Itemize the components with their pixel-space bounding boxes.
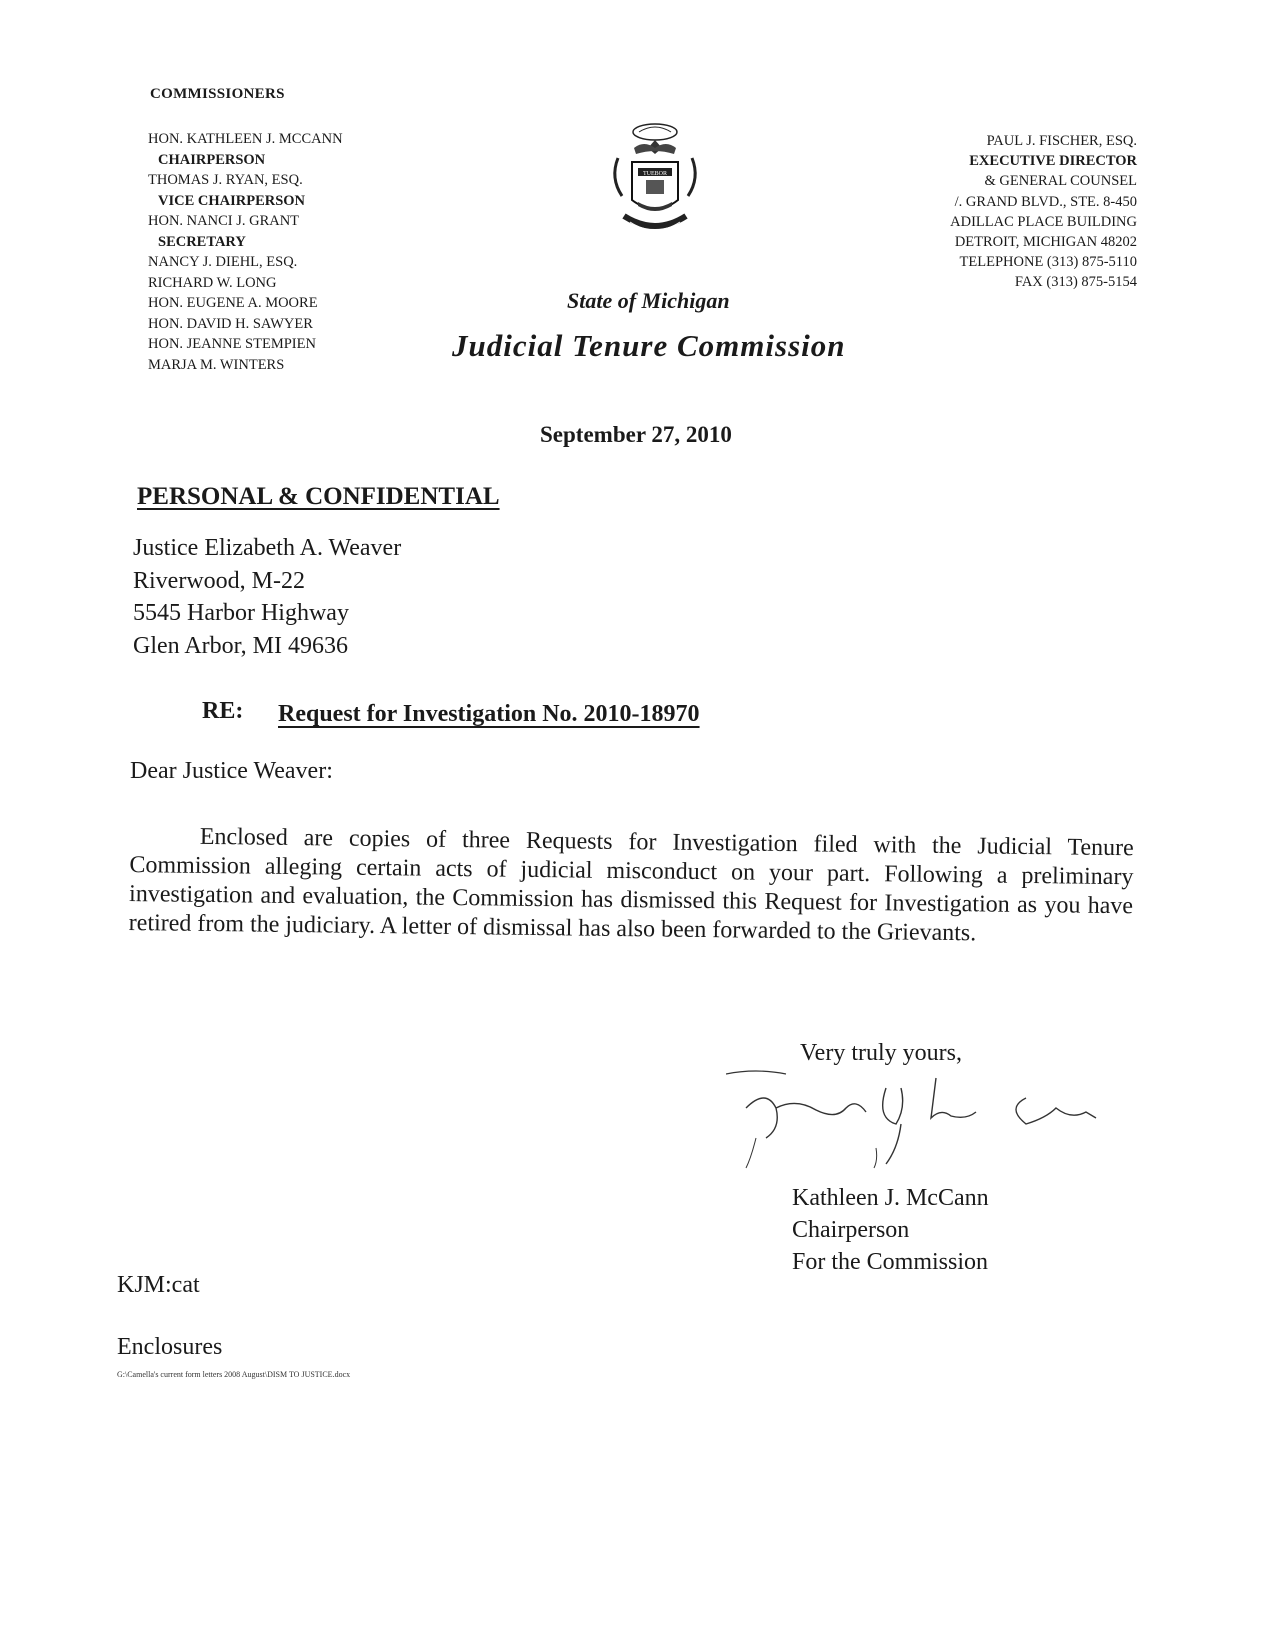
recipient-address [133, 532, 401, 662]
re-label: RE: [202, 698, 244, 724]
address-line: Glen Arbor, MI 49636 [133, 632, 349, 659]
name-line: NANCY J. DIEHL, ESQ. [148, 254, 298, 270]
name-line: TELEPHONE (313) 875-5110 [959, 254, 1137, 271]
commissioners-heading: COMMISSIONERS [150, 86, 285, 102]
name-line: FAX (313) 875-5154 [1014, 274, 1137, 291]
name-line: MARJA M. WINTERS [148, 356, 285, 373]
address-line: 5545 Harbor Highway [133, 600, 349, 626]
name-line: HON. KATHLEEN J. MCCANN [148, 131, 343, 147]
signer-name: Kathleen J. McCann [792, 1185, 989, 1211]
name-line: HON. DAVID H. SAWYER [148, 315, 313, 332]
signer-organization: For the Commission [792, 1249, 989, 1275]
name-line: HON. NANCI J. GRANT [148, 213, 300, 229]
state-seal-icon [604, 118, 706, 250]
confidential-heading: PERSONAL & CONFIDENTIAL [137, 483, 500, 510]
name-line: HON. JEANNE STEMPIEN [148, 336, 316, 352]
commissioner-list [148, 129, 343, 375]
name-line: DETROIT, MICHIGAN 48202 [954, 234, 1137, 251]
role-line: VICE CHAIRPERSON [158, 192, 306, 209]
letter-body: Enclosed are copies of three Requests for Investigation filed with the Judicial Tenure Commission alleging certain acts of judicial misconduct on your part. Following a preliminary investigation and evaluation, the Commission has dismissed this Request for Investigation as you have retired from the judiciary. A letter of dismissal has also been forwarded to the Grievants. [128, 823, 1134, 947]
address-line: Riverwood, M-22 [133, 567, 305, 594]
seal-motto: TUEBOR [643, 171, 667, 177]
director-contact-block [950, 131, 1137, 293]
signer-title: Chairperson [792, 1217, 910, 1243]
file-path: G:\Camella's current form letters 2008 August\DISM TO JUSTICE.docx [117, 1370, 351, 1379]
handwritten-signature [726, 1068, 1146, 1178]
name-line: PAUL J. FISCHER, ESQ. [986, 133, 1137, 149]
letter-date: September 27, 2010 [540, 422, 732, 447]
closing: Very truly yours, [800, 1040, 962, 1066]
state-title: State of Michigan [567, 288, 730, 313]
name-line: & GENERAL COUNSEL [984, 173, 1137, 190]
commission-title: Judicial Tenure Commission [452, 328, 846, 363]
typist-initials: KJM:cat [117, 1272, 200, 1298]
salutation: Dear Justice Weaver: [130, 758, 333, 784]
role-line: CHAIRPERSON [158, 151, 266, 168]
re-subject: Request for Investigation No. 2010-18970 [278, 701, 700, 727]
name-line: RICHARD W. LONG [148, 274, 277, 291]
name-line: /. GRAND BLVD., STE. 8-450 [954, 193, 1137, 210]
role-line: EXECUTIVE DIRECTOR [969, 153, 1137, 170]
enclosures-note: Enclosures [117, 1334, 223, 1360]
address-line: Justice Elizabeth A. Weaver [133, 535, 402, 561]
role-line: SECRETARY [158, 233, 246, 250]
name-line: THOMAS J. RYAN, ESQ. [148, 172, 303, 188]
name-line: HON. EUGENE A. MOORE [148, 295, 318, 311]
name-line: ADILLAC PLACE BUILDING [950, 213, 1137, 230]
signer-block [792, 1182, 989, 1278]
